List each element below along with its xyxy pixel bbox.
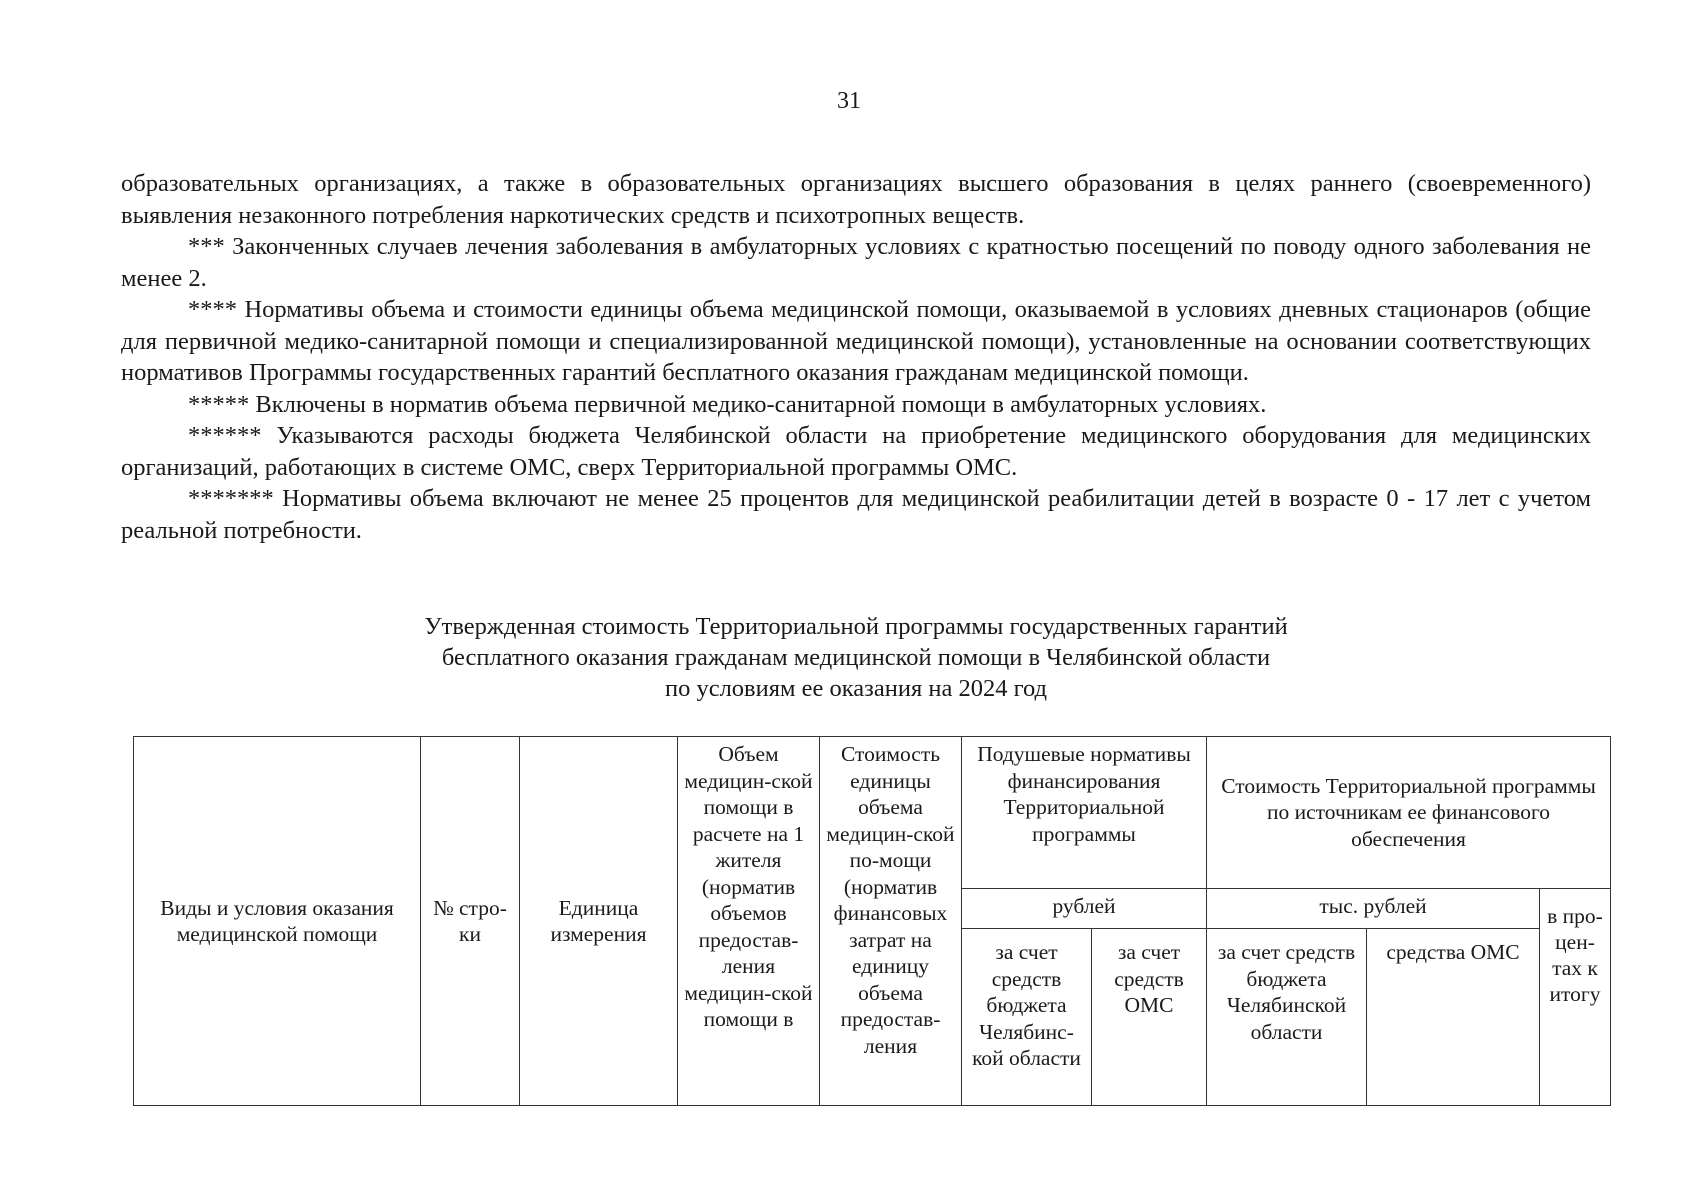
header-thousand-rubles: тыс. рублей xyxy=(1207,889,1540,929)
header-oms-funds: средства ОМС xyxy=(1367,929,1540,1106)
header-kinds-of-care: Виды и условия оказания медицинской помощи xyxy=(134,737,421,1106)
footnote-7-asterisks: ******* Нормативы объема включают не менее 25 процентов для медицинской реабилитации детей в возрасте 0 - 17 лет с учетом реальной потребности. xyxy=(121,485,1591,544)
page-number: 31 xyxy=(837,88,861,114)
header-row-number: № стро-ки xyxy=(421,737,520,1106)
header-regional-budget-rubles: за счет средств бюджета Челябинс-кой области xyxy=(962,929,1092,1106)
header-oms-rubles: за счет средств ОМС xyxy=(1092,929,1207,1106)
table-title-line: по условиям ее оказания на 2024 год xyxy=(664,675,1048,702)
table-title xyxy=(121,611,1591,704)
footnote-3-asterisks: *** Законченных случаев лечения заболевания в амбулаторных условиях с кратностью посещений по поводу одного заболевания не менее 2. xyxy=(121,233,1591,292)
footnotes-text xyxy=(121,168,1591,546)
cost-table xyxy=(133,736,1611,1106)
paragraph: образовательных организациях, а также в образовательных организациях высшего образования в целях раннего (своевременного) выявления незаконного потребления наркотических средств и психотропных веществ. xyxy=(121,170,1591,229)
header-rubles: рублей xyxy=(962,889,1207,929)
header-unit-cost: Стоимость единицы объема медицин-ской по-мощи (норматив финансовых затрат на единицу объема предостав-ления xyxy=(820,737,962,1106)
table-title-line: Утвержденная стоимость Территориальной программы государственных гарантий xyxy=(424,613,1288,640)
table-title-line: бесплатного оказания гражданам медицинской помощи в Челябинской области xyxy=(441,644,1271,671)
footnote-4-asterisks: **** Нормативы объема и стоимости единицы объема медицинской помощи, оказываемой в условиях дневных стационаров (общие для первичной медико-санитарной помощи и специализированной медицинской помощи), установленные на основании соответствующих нормативов Программы государственных гарантий бесплатного оказания гражданам медицинской помощи. xyxy=(121,296,1591,386)
header-regional-budget-thousand: за счет средств бюджета Челябинской области xyxy=(1207,929,1367,1106)
header-volume-per-resident: Объем медицин-ской помощи в расчете на 1 жителя (норматив объемов предостав-ления медицин-ской помощи в xyxy=(678,737,820,1106)
header-per-capita-standards: Подушевые нормативы финансирования Территориальной программы xyxy=(962,737,1207,889)
footnote-6-asterisks: ****** Указываются расходы бюджета Челябинской области на приобретение медицинского оборудования для медицинских организаций, работающих в системе ОМС, сверх Территориальной программы ОМС. xyxy=(121,422,1591,481)
header-unit: Единица измерения xyxy=(520,737,678,1106)
footnote-5-asterisks: ***** Включены в норматив объема первичной медико-санитарной помощи в амбулаторных условиях. xyxy=(188,390,1267,418)
header-percent-of-total: в про-цен-тах к итогу xyxy=(1540,889,1611,1106)
header-cost-by-sources: Стоимость Территориальной программы по источникам ее финансового обеспечения xyxy=(1207,737,1611,889)
